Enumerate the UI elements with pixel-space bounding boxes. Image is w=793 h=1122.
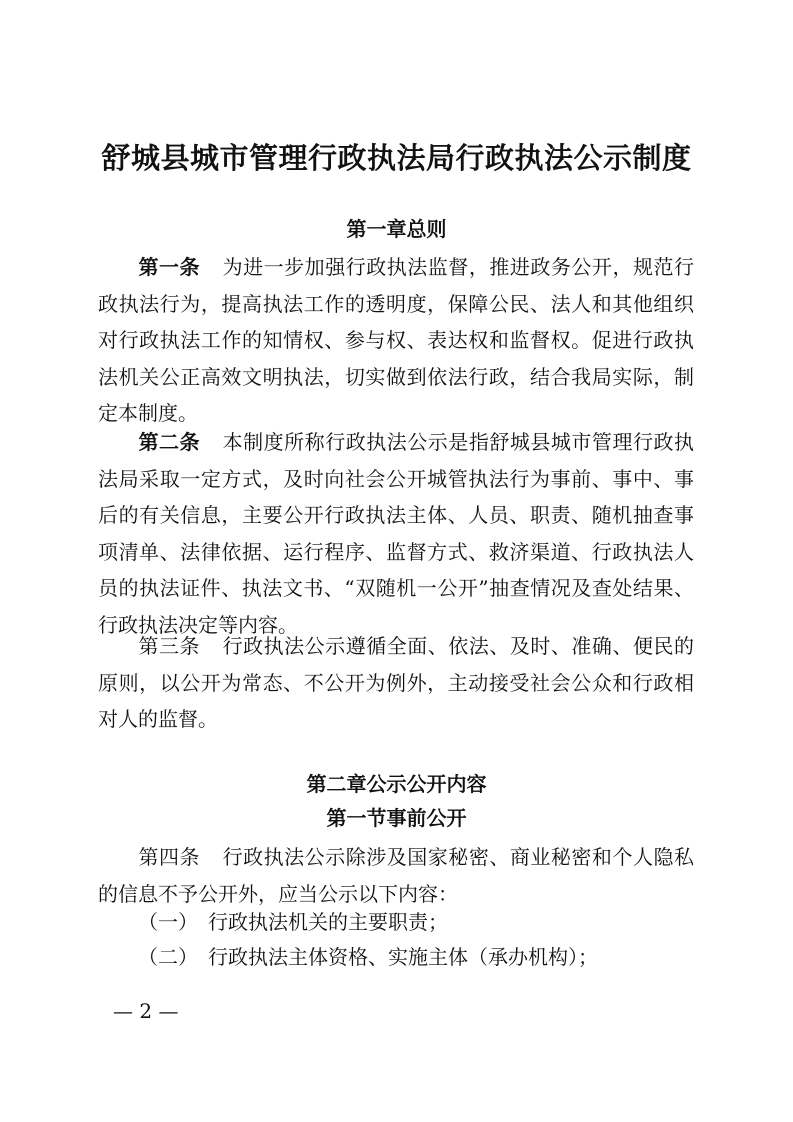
list-item: [138, 942, 698, 972]
chapter-2-heading: 第二章公示公开内容: [306, 772, 487, 796]
article-1: [98, 249, 694, 432]
article-4-text: 行政执法公示除涉及国家秘密、商业秘密和个人隐私的信息不予公开外，应当公示以下内容：: [98, 845, 695, 906]
page-number: — 2 —: [113, 999, 179, 1023]
article-1-label: 第一条: [138, 255, 201, 279]
list-item: [138, 907, 698, 937]
document-title: 舒城县城市管理行政执法局行政执法公示制度: [101, 141, 692, 175]
list-item-text: 行政执法主体资格、实施主体（承办机构）；: [208, 945, 598, 969]
article-3-text: 行政执法公示遵循全面、依法、及时、准确、便民的原则，以公开为常态、不公开为例外，主动接受社会公众和行政相对人的监督。: [98, 634, 695, 731]
article-2-text: 本制度所称行政执法公示是指舒城县城市管理行政执法局采取一定方式，及时向社会公开城管执法行为事前、事中、事后的有关信息，主要公开行政执法主体、人员、职责、随机抽查事项清单、法律依据、运行程序、监督方式、救济渠道、行政执法人员的执法证件、执法文书、“双随机一公开”抽查情况及查处结果、行政执法决定等内容。: [98, 430, 695, 637]
list-item-number: （一）: [138, 910, 198, 934]
article-3-label: 第三条: [138, 634, 201, 658]
article-1-text: 为进一步加强行政执法监督，推进政务公开，规范行政执法行为，提高执法工作的透明度，保障公民、法人和其他组织对行政执法工作的知情权、参与权、表达权和监督权。促进行政执法机关公正高效文明执法，切实做到依法行政，结合我局实际，制定本制度。: [98, 255, 695, 425]
list-item-text: 行政执法机关的主要职责；: [208, 910, 448, 934]
list-item-number: （二）: [138, 945, 198, 969]
article-2: [98, 424, 694, 643]
article-2-label: 第二条: [138, 430, 201, 454]
article-3: [98, 628, 694, 738]
article-4-label: 第四条: [138, 845, 201, 869]
section-1-heading: 第一节事前公开: [326, 806, 467, 830]
article-4: [98, 839, 694, 912]
chapter-1-heading: 第一章总则: [346, 217, 447, 241]
